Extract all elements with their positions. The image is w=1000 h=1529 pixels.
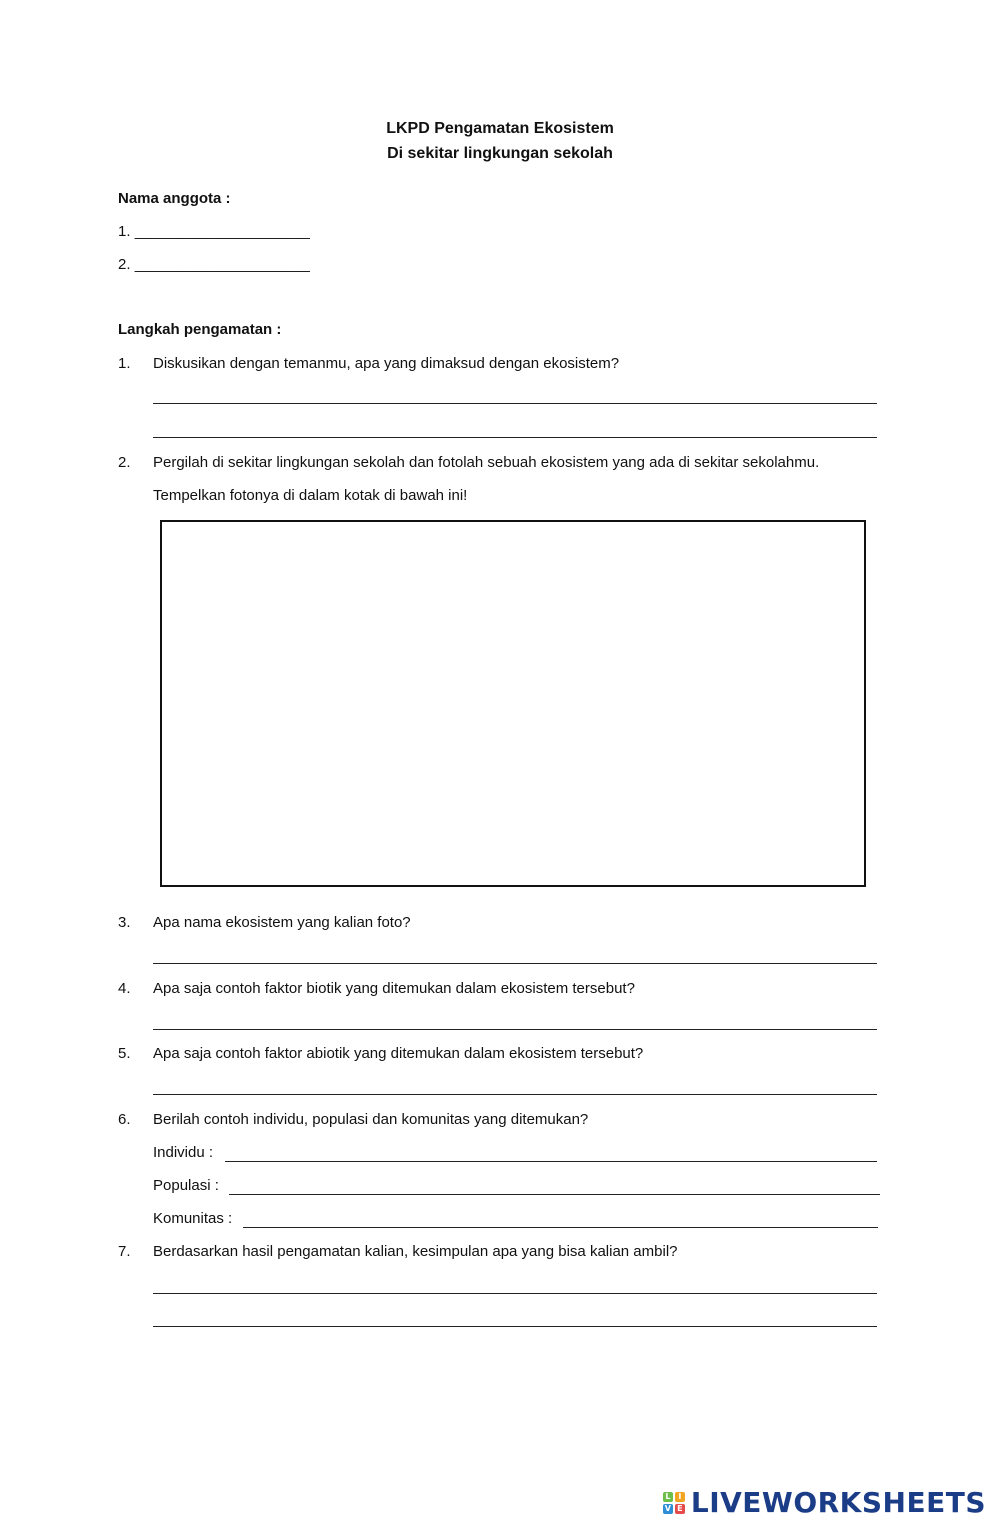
logo-letter-e: E	[675, 1504, 685, 1514]
q2-text: Pergilah di sekitar lingkungan sekolah dan fotolah sebuah ekosistem yang ada di sekitar sekolahmu.	[153, 454, 820, 471]
individu-label: Individu :	[153, 1144, 214, 1161]
steps-label: Langkah pengamatan :	[118, 321, 282, 338]
q6-text: Berilah contoh individu, populasi dan komunitas yang ditemukan?	[153, 1111, 589, 1128]
q3-answer-line[interactable]	[153, 963, 877, 964]
komunitas-answer-line[interactable]	[243, 1227, 878, 1228]
q5-answer-line[interactable]	[153, 1094, 877, 1095]
q7-answer-line-1[interactable]	[153, 1293, 877, 1294]
logo-letter-v: V	[664, 1503, 671, 1513]
member-2	[118, 256, 310, 273]
komunitas-label: Komunitas :	[153, 1210, 233, 1227]
q2-text-2: Tempelkan fotonya di dalam kotak di bawah ini!	[153, 487, 468, 504]
populasi-label: Populasi :	[153, 1177, 219, 1194]
brand-logo	[663, 1486, 986, 1519]
q1-answer-line-2[interactable]	[153, 437, 877, 438]
q7-number: 7.	[118, 1243, 131, 1260]
q6-number: 6.	[118, 1111, 131, 1128]
member-1-blank[interactable]: _____________________	[134, 223, 310, 240]
member-1-number: 1.	[118, 223, 131, 240]
worksheet-subtitle: Di sekitar lingkungan sekolah	[387, 145, 613, 162]
worksheet-title: LKPD Pengamatan Ekosistem	[386, 120, 614, 137]
q3-number: 3.	[118, 914, 131, 931]
members-label: Nama anggota :	[118, 190, 231, 207]
q4-number: 4.	[118, 980, 131, 997]
liveworksheets-icon	[663, 1492, 685, 1514]
q1-text: Diskusikan dengan temanmu, apa yang dimaksud dengan ekosistem?	[153, 355, 620, 372]
brand-name: LIVEWORKSHEETS	[690, 1486, 986, 1519]
member-2-number: 2.	[118, 256, 131, 273]
member-2-blank[interactable]: _____________________	[134, 256, 310, 273]
member-1	[118, 223, 310, 240]
logo-letter-i: I	[675, 1492, 685, 1502]
q2-number: 2.	[118, 454, 131, 471]
q3-text: Apa nama ekosistem yang kalian foto?	[153, 914, 411, 931]
q1-number: 1.	[118, 355, 131, 372]
q7-text: Berdasarkan hasil pengamatan kalian, kesimpulan apa yang bisa kalian ambil?	[153, 1243, 678, 1260]
q7-answer-line-2[interactable]	[153, 1326, 877, 1327]
q4-answer-line[interactable]	[153, 1029, 877, 1030]
q5-number: 5.	[118, 1045, 131, 1062]
photo-box[interactable]	[160, 520, 866, 887]
q4-text: Apa saja contoh faktor biotik yang ditemukan dalam ekosistem tersebut?	[153, 980, 635, 997]
individu-answer-line[interactable]	[225, 1161, 877, 1162]
logo-letter-l: L	[663, 1492, 673, 1502]
q5-text: Apa saja contoh faktor abiotik yang ditemukan dalam ekosistem tersebut?	[153, 1045, 644, 1062]
q1-answer-line-1[interactable]	[153, 403, 877, 404]
populasi-answer-line[interactable]	[229, 1194, 880, 1195]
